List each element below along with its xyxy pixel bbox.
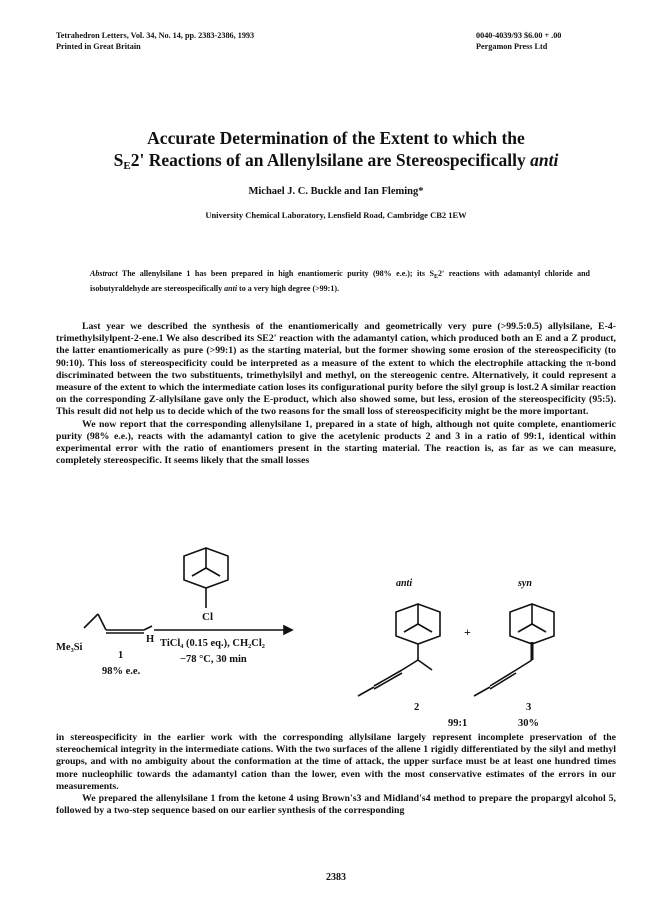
- abstract-text-1: The allenylsilane 1 has been prepared in high enantiomeric purity (98% e.e.); its S: [117, 269, 434, 278]
- title-se: S: [113, 150, 124, 170]
- conditions-temp: −78 °C, 30 min: [180, 654, 247, 665]
- prod-anti-label: anti: [396, 578, 413, 589]
- journal-citation: [56, 30, 254, 52]
- plus-sign: +: [464, 625, 471, 639]
- paragraph-2: We now report that the corresponding allenylsilane 1, prepared in a state of high, although not quite complete, enantiomeric purity (98% e.e.), reacts with the adamantyl cation to give the acetylenic products 2 and 3 in a ratio of 99:1, identical within experimental error with the ratio of enantiomers present in the starting material. The reaction is, as far as we can measure, completely stereospecific. It seems likely that the small losses: [56, 418, 616, 467]
- title-line-1: Accurate Determination of the Extent to which the: [147, 128, 525, 148]
- sm-ee: 98% e.e.: [102, 666, 141, 677]
- title-anti: anti: [530, 150, 559, 170]
- reaction-arrow: [154, 626, 292, 634]
- reaction-scheme: [56, 538, 616, 728]
- affiliation: University Chemical Laboratory, Lensfield Road, Cambridge CB2 1EW: [205, 210, 467, 220]
- abstract-text-2: 2' reactions with adamantyl chloride and isobutyraldehyde are stereospecifically: [90, 269, 591, 293]
- journal-line: Tetrahedron Letters, Vol. 34, No. 14, pp. 2383-2386, 1993: [56, 31, 255, 40]
- abstract: [90, 268, 590, 294]
- paragraph-3: in stereospecificity in the earlier work with the corresponding allylsilane largely represent incomplete preservation of the stereochemical integrity in the intermediate cations. With the two surfaces of the allene 1 rigidly differentiated by the silyl and methyl groups, and with no ambiguity about the conformation at the time of attack, the upper surface must be at least one hundred times more nucleophilic towards the adamantyl cation than the lower, even with the most conservative estimates of the errors in our measurements.: [56, 732, 616, 792]
- press-line: Pergamon Press Ltd: [476, 42, 548, 51]
- title-mid: 2' Reactions of an Allenylsilane are Stereospecifically: [130, 150, 531, 170]
- abstract-text-3: to a very high degree (>99:1).: [237, 284, 339, 293]
- syn-product-structure: [474, 604, 554, 696]
- sm-silyl: Me₃Si: [56, 642, 83, 653]
- sm-hydrogen: H: [146, 634, 155, 645]
- abstract-label: Abstract: [90, 269, 118, 278]
- body-top: [56, 321, 616, 467]
- body-bottom: [56, 732, 616, 817]
- publisher-info: [476, 30, 561, 52]
- sm-number: 1: [118, 650, 124, 661]
- reagent-cl: Cl: [202, 611, 213, 623]
- prod-syn-number: 3: [526, 702, 532, 713]
- product-yield: 30%: [518, 718, 539, 728]
- code-line: 0040-4039/93 $6.00 + .00: [476, 31, 562, 40]
- abstract-anti: anti: [224, 284, 238, 293]
- title-line-2: [40, 149, 632, 177]
- product-ratio: 99:1: [448, 718, 468, 728]
- page-number: 2383: [326, 872, 346, 883]
- allenylsilane-structure: [84, 614, 152, 633]
- prod-anti-number: 2: [414, 702, 420, 713]
- paragraph-1: Last year we described the synthesis of the enantiomerically and geometrically very pure (>99.5:0.5) allylsilane, E-4-trimethylsilylpent-2-ene.1 We also described its SE2' reaction with the adamantyl cation, which produced both an E and a Z product, the latter enantiomerically as pure (>99:1) as the starting material, but the former showing some erosion of the stereospecificity (to 90:10). This loss of stereospecificity could be interpreted as a measure of the extent to which the electrophile attacking the π-bond discriminated between the two substituents, trimethylsilyl and methyl, on the stereogenic centre. Alternatively, it could represent a measure of the extent to which the intermediate cation loses its configurational purity before the silyl group is lost.2 A similar reaction on the corresponding Z-allylsilane gave only the E-product, which also showed some, but less, erosion of the stereospecificity (95:5). This result did not help us to decide which of the two reasons for the small loss of stereospecificity might be the more important.: [56, 321, 616, 418]
- paragraph-4: We prepared the allenylsilane 1 from the ketone 4 using Brown's3 and Midland's4 method to prepare the propargyl alcohol 5, followed by a two-step sequence based on our earlier synthesis of the corresponding: [56, 793, 616, 817]
- anti-product-structure: [358, 604, 440, 696]
- authors: Michael J. C. Buckle and Ian Fleming*: [248, 186, 424, 197]
- title-se-sub: E: [123, 160, 131, 172]
- abstract-sub: E: [433, 274, 438, 280]
- adamantyl-chloride-structure: [184, 548, 228, 608]
- paper-title: [40, 127, 632, 177]
- printed-line: Printed in Great Britain: [56, 42, 141, 51]
- prod-syn-label: syn: [518, 578, 532, 589]
- conditions-reagents: TiCl₄ (0.15 eq.), CH₂Cl₂: [160, 638, 265, 649]
